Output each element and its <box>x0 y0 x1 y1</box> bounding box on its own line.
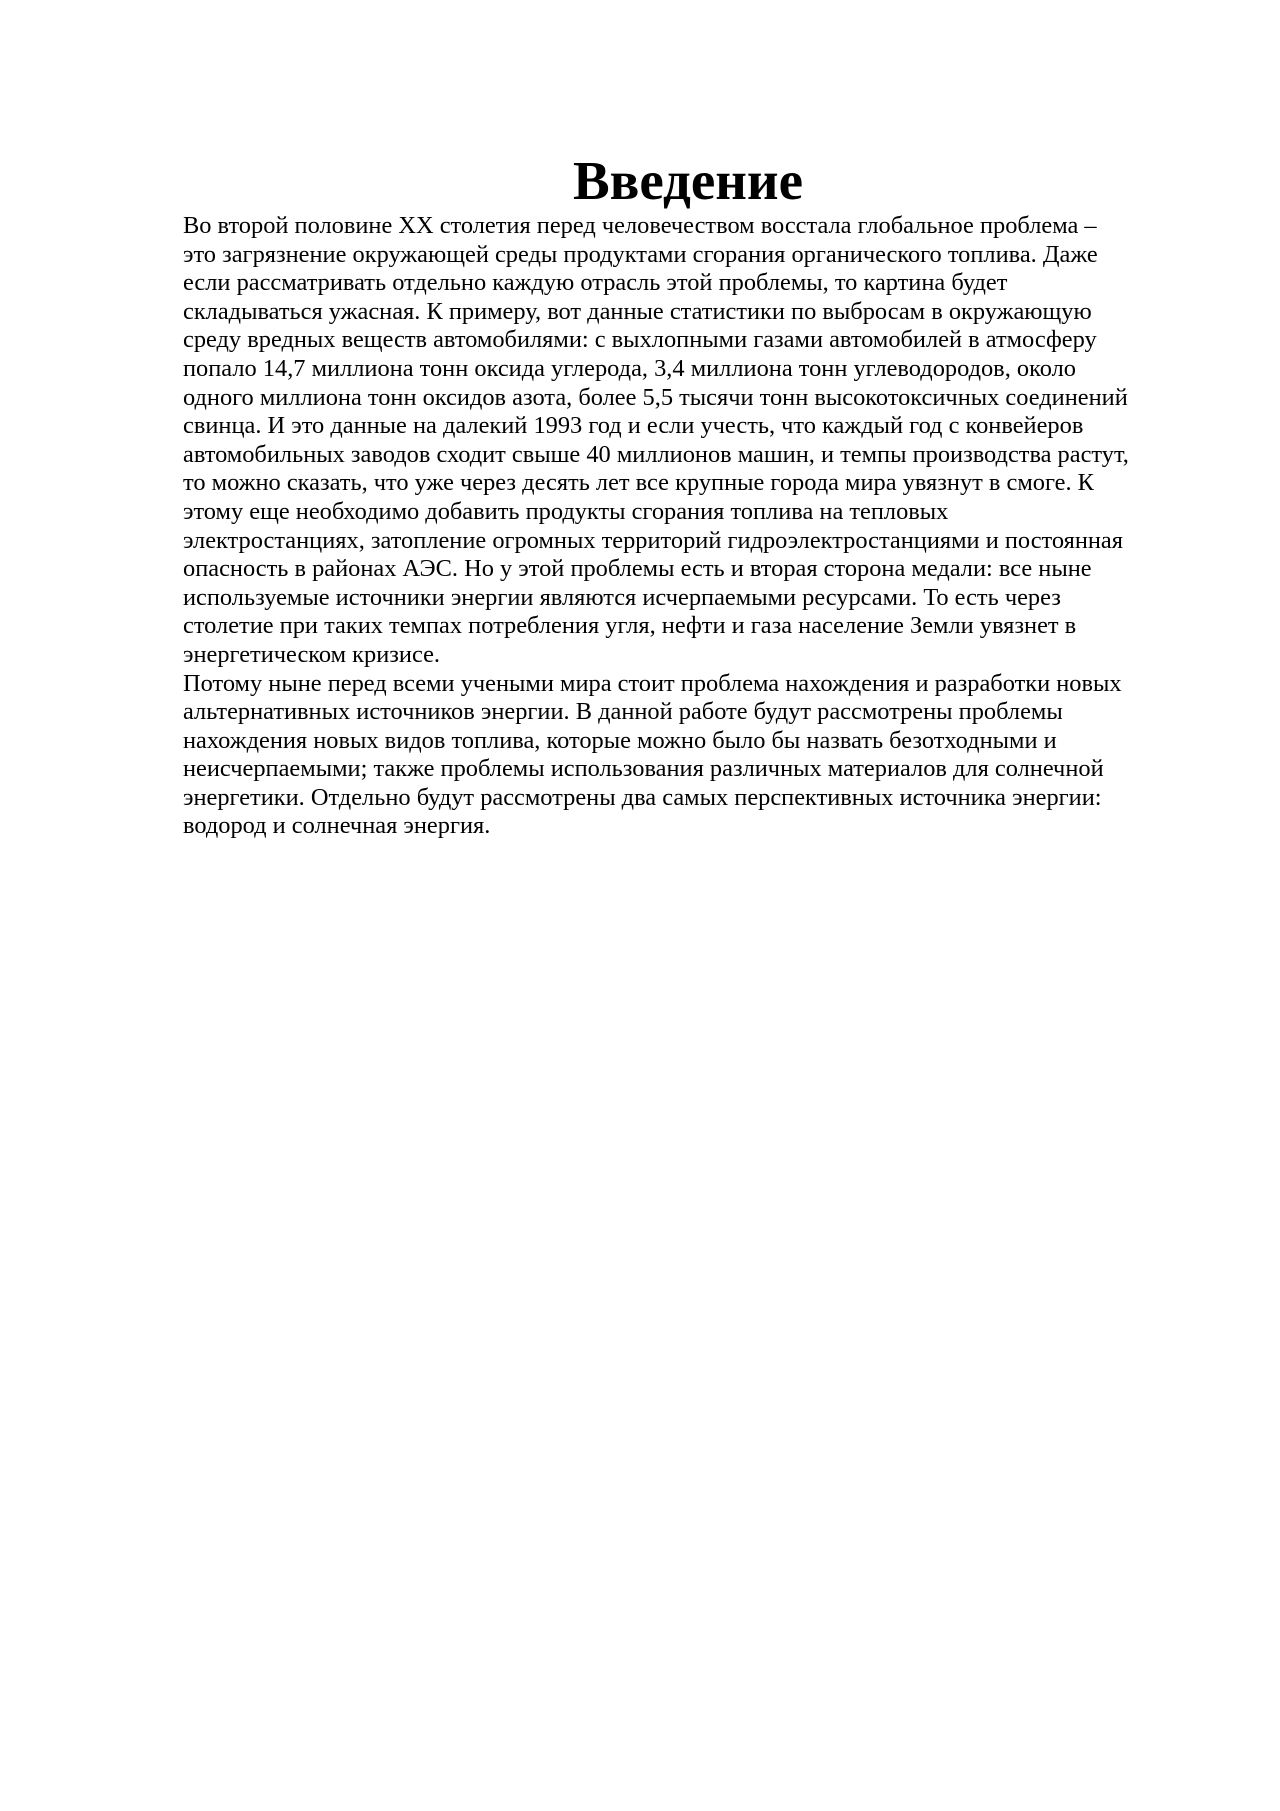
text-line: энергетики. Отдельно будут рассмотрены два самых перспективных источника энергии: <box>183 783 1102 811</box>
text-line: используемые источники энергии являются исчерпаемыми ресурсами. То есть через <box>183 583 1061 611</box>
text-line: складываться ужасная. К примеру, вот данные статистики по выбросам в окружающую <box>183 297 1092 325</box>
text-line: альтернативных источников энергии. В данной работе будут рассмотрены проблемы <box>183 698 1063 726</box>
text-line: опасность в районах АЭС. Но у этой проблемы есть и вторая сторона медали: все ныне <box>183 555 1092 583</box>
text-line: Во второй половине XX столетия перед человечеством восстала глобальное проблема – <box>183 212 1097 239</box>
text-line: Потому ныне перед всеми учеными мира стоит проблема нахождения и разработки новых <box>183 669 1122 697</box>
text-line: среду вредных веществ автомобилями: с выхлопными газами автомобилей в атмосферу <box>183 326 1097 354</box>
text-line: нахождения новых видов топлива, которые можно было бы назвать безотходными и <box>183 726 1057 754</box>
text-line: попало 14,7 миллиона тонн оксида углерода, 3,4 миллиона тонн углеводородов, около <box>183 354 1076 382</box>
text-line: электростанциях, затопление огромных территорий гидроэлектростанциями и постоянная <box>183 526 1123 554</box>
text-line: это загрязнение окружающей среды продуктами сгорания органического топлива. Даже <box>183 240 1098 268</box>
text-line: неисчерпаемыми; также проблемы использования различных материалов для солнечной <box>183 755 1104 783</box>
text-line: водород и солнечная энергия. <box>183 812 491 840</box>
text-line: энергетическом кризисе. <box>183 640 440 668</box>
text-line: автомобильных заводов сходит свыше 40 миллионов машин, и темпы производства растут, <box>183 440 1129 468</box>
text-line: одного миллиона тонн оксидов азота, более 5,5 тысячи тонн высокотоксичных соединений <box>183 383 1128 411</box>
document-content <box>183 150 1193 841</box>
page-title: Введение <box>572 150 804 211</box>
text-line: столетие при таких темпах потребления угля, нефти и газа население Земли увязнет в <box>183 612 1077 640</box>
text-line: если рассматривать отдельно каждую отрасль этой проблемы, то картина будет <box>183 269 1008 297</box>
text-line: свинца. И это данные на далекий 1993 год и если учесть, что каждый год с конвейеров <box>183 412 1084 440</box>
text-line: то можно сказать, что уже через десять лет все крупные города мира увязнут в смоге. К <box>183 469 1094 497</box>
paragraph-1 <box>183 212 1193 670</box>
text-line: этому еще необходимо добавить продукты сгорания топлива на тепловых <box>183 497 949 525</box>
paragraph-2 <box>183 670 1193 842</box>
